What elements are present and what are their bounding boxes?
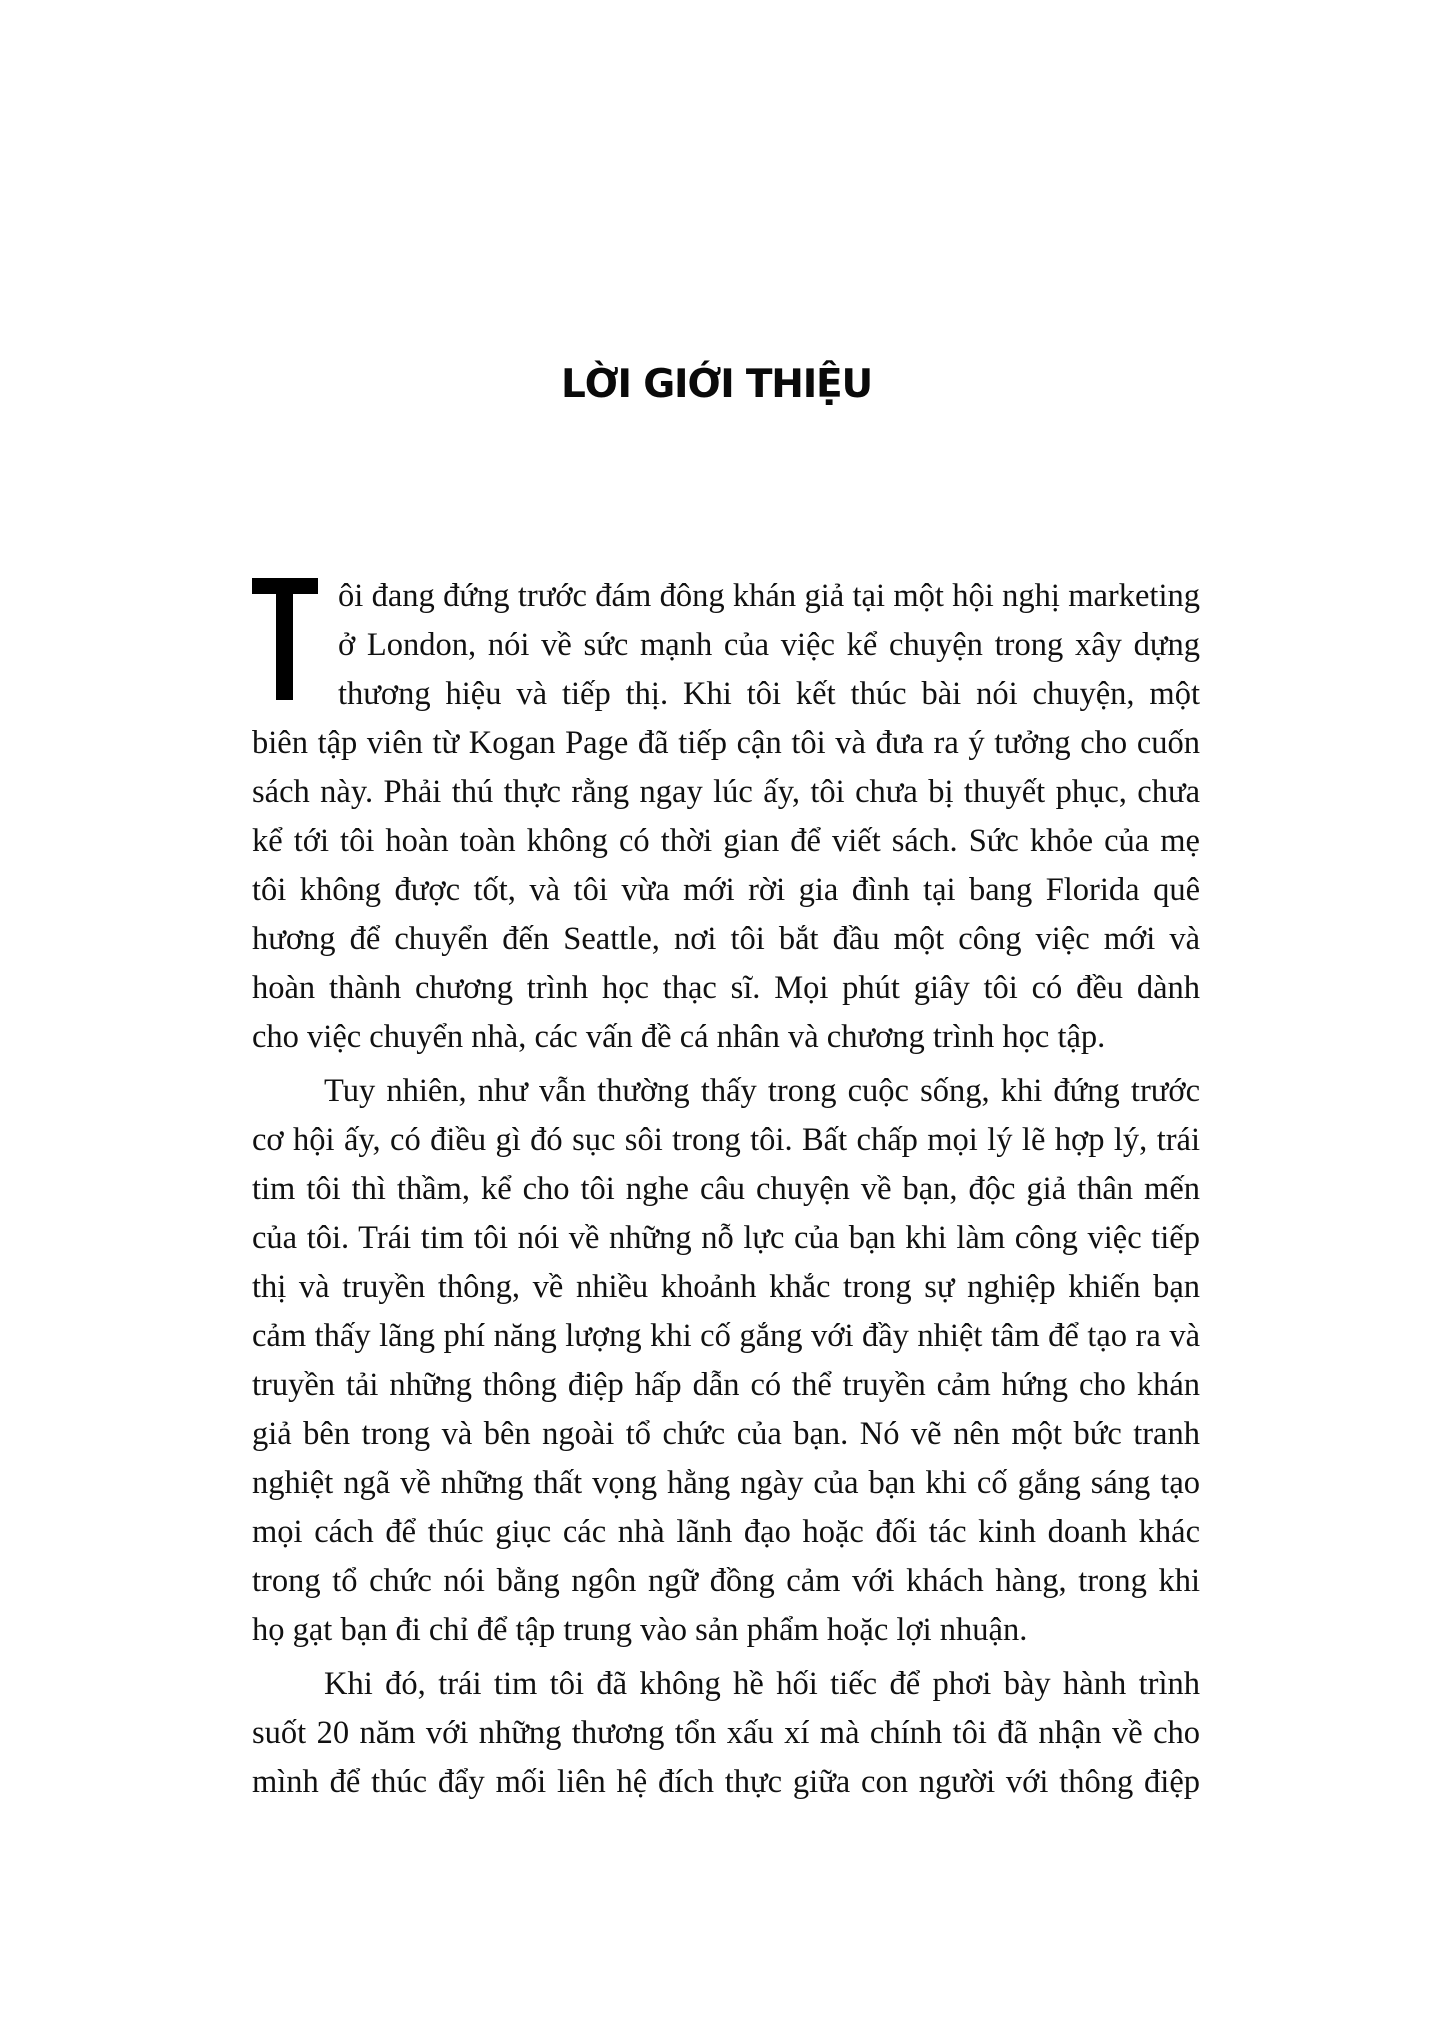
text-line: giả bên trong và bên ngoài tổ chức của bạn. Nó vẽ nên một bức tranh: [252, 1416, 1200, 1452]
text-line: tim tôi thì thầm, kể cho tôi nghe câu chuyện về bạn, độc giả thân mến: [252, 1171, 1200, 1207]
text-line: tôi không được tốt, và tôi vừa mới rời gia đình tại bang Florida quê: [252, 872, 1200, 908]
paragraph: [252, 1660, 1200, 1807]
text-line: của tôi. Trái tim tôi nói về những nỗ lực của bạn khi làm công việc tiếp: [252, 1220, 1200, 1256]
text-line: hoàn thành chương trình học thạc sĩ. Mọi phút giây tôi có đều dành: [252, 970, 1200, 1006]
text-line: Tuy nhiên, như vẫn thường thấy trong cuộc sống, khi đứng trước: [324, 1073, 1200, 1109]
text-line: cho việc chuyển nhà, các vấn đề cá nhân và chương trình học tập.: [252, 1019, 1106, 1055]
text-line: biên tập viên từ Kogan Page đã tiếp cận tôi và đưa ra ý tưởng cho cuốn: [252, 725, 1200, 761]
text-line: mình để thúc đẩy mối liên hệ đích thực giữa con người với thông điệp: [252, 1764, 1200, 1800]
body-text: [252, 572, 1200, 1807]
text-line: trong tổ chức nói bằng ngôn ngữ đồng cảm với khách hàng, trong khi: [252, 1563, 1200, 1599]
text-line: kể tới tôi hoàn toàn không có thời gian để viết sách. Sức khỏe của mẹ: [252, 823, 1200, 859]
text-line: cảm thấy lãng phí năng lượng khi cố gắng với đầy nhiệt tâm để tạo ra và: [252, 1318, 1200, 1354]
paragraph: [252, 1067, 1200, 1655]
text-line: Khi đó, trái tim tôi đã không hề hối tiếc để phơi bày hành trình: [324, 1666, 1200, 1702]
text-line: suốt 20 năm với những thương tổn xấu xí mà chính tôi đã nhận về cho: [252, 1715, 1200, 1751]
text-line: ôi đang đứng trước đám đông khán giả tại một hội nghị marketing: [338, 578, 1200, 614]
text-line: thị và truyền thông, về nhiều khoảnh khắc trong sự nghiệp khiến bạn: [252, 1269, 1200, 1305]
paragraph: [252, 572, 1200, 1062]
text-line: sách này. Phải thú thực rằng ngay lúc ấy, tôi chưa bị thuyết phục, chưa: [252, 774, 1200, 810]
chapter-title: LỜI GIỚI THIỆU: [561, 362, 872, 407]
text-line: truyền tải những thông điệp hấp dẫn có thể truyền cảm hứng cho khán: [252, 1367, 1200, 1403]
text-line: cơ hội ấy, có điều gì đó sục sôi trong tôi. Bất chấp mọi lý lẽ hợp lý, trái: [252, 1122, 1200, 1158]
text-line: nghiệt ngã về những thất vọng hằng ngày của bạn khi cố gắng sáng tạo: [252, 1465, 1200, 1501]
text-line: mọi cách để thúc giục các nhà lãnh đạo hoặc đối tác kinh doanh khác: [252, 1514, 1200, 1550]
text-line: hương để chuyển đến Seattle, nơi tôi bắt đầu một công việc mới và: [252, 921, 1200, 957]
text-line: ở London, nói về sức mạnh của việc kể chuyện trong xây dựng: [338, 627, 1200, 663]
text-line: họ gạt bạn đi chỉ để tập trung vào sản phẩm hoặc lợi nhuận.: [252, 1612, 1028, 1648]
text-line: thương hiệu và tiếp thị. Khi tôi kết thúc bài nói chuyện, một: [338, 676, 1200, 712]
